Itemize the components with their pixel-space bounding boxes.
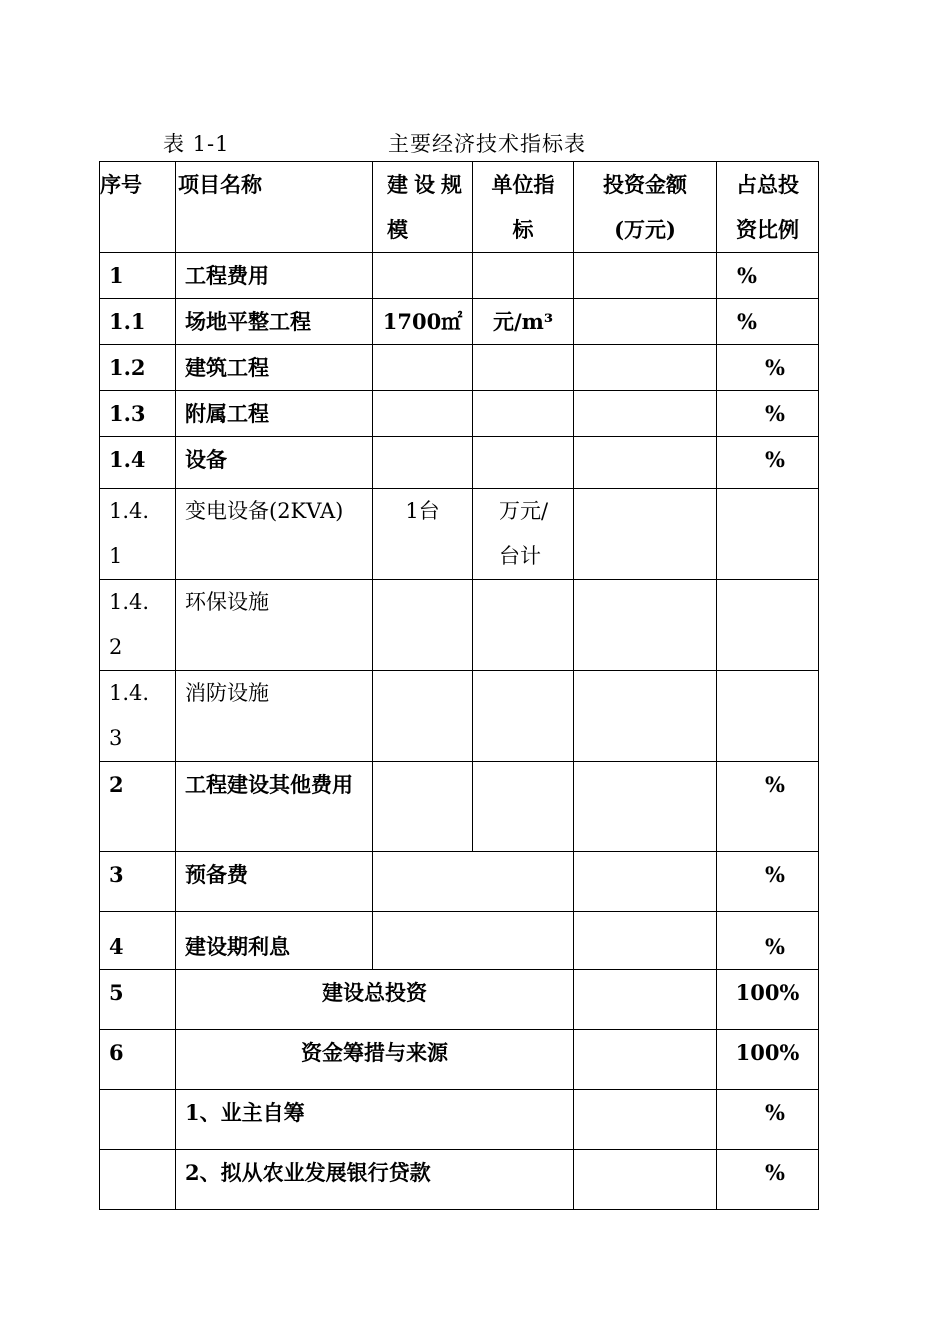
row-amount [574,580,717,671]
table-row [100,671,819,762]
header-unit: 单位指标 [473,162,574,253]
row-seq: 6 [100,1030,176,1090]
header-amount: 投资金额(万元) [574,162,717,253]
table-row [100,489,819,580]
table-header-row [100,162,819,253]
row-scale: 1700㎡ [373,299,473,345]
row-amount [574,489,717,580]
table-row [100,391,819,437]
indicator-table [99,161,819,1210]
row-seq: 2 [100,762,176,852]
row-seq: 1.4.3 [100,671,176,762]
header-scale: 建设规模 [373,162,473,253]
row-seq: 1 [100,253,176,299]
row-name: 资金筹措与来源 [176,1030,574,1090]
row-name: 建筑工程 [176,345,373,391]
row-name: 消防设施 [176,671,373,762]
row-unit [473,580,574,671]
row-name: 2、拟从农业发展银行贷款 [176,1150,574,1210]
row-amount [574,345,717,391]
row-scale [373,912,574,970]
row-ratio: % [717,253,819,299]
table-row [100,580,819,671]
table-row [100,970,819,1030]
row-name: 附属工程 [176,391,373,437]
row-scale [373,253,473,299]
row-ratio: % [717,299,819,345]
row-seq: 3 [100,852,176,912]
row-scale: 1台 [373,489,473,580]
row-amount [574,1090,717,1150]
row-amount [574,852,717,912]
row-unit [473,437,574,489]
row-scale [373,391,473,437]
row-ratio: 100% [717,1030,819,1090]
row-unit [473,671,574,762]
row-unit: 万元/台计 [473,489,574,580]
row-amount [574,299,717,345]
row-scale [373,437,473,489]
header-ratio: 占总投资比例 [717,162,819,253]
table-row [100,1150,819,1210]
row-name: 建设总投资 [176,970,574,1030]
row-name: 工程费用 [176,253,373,299]
row-ratio: % [717,1150,819,1210]
row-ratio: % [717,762,819,852]
table-row [100,345,819,391]
table-row [100,1090,819,1150]
table-row [100,437,819,489]
row-unit [473,762,574,852]
row-seq: 1.4 [100,437,176,489]
row-amount [574,970,717,1030]
header-name: 项目名称 [176,162,373,253]
header-seq: 序号 [100,162,176,253]
row-ratio: % [717,1090,819,1150]
row-ratio [717,671,819,762]
row-name: 1、业主自筹 [176,1090,574,1150]
table-number: 表 1-1 [163,132,230,156]
row-name: 设备 [176,437,373,489]
row-seq [100,1090,176,1150]
row-amount [574,1150,717,1210]
table-row [100,852,819,912]
row-ratio: % [717,912,819,970]
row-seq: 1.4.1 [100,489,176,580]
row-ratio [717,489,819,580]
row-amount [574,437,717,489]
table-row [100,762,819,852]
row-name: 变电设备(2KVA) [176,489,373,580]
table-row [100,299,819,345]
row-unit: 元/m³ [473,299,574,345]
row-ratio: % [717,437,819,489]
row-name: 预备费 [176,852,373,912]
row-ratio: % [717,852,819,912]
row-scale [373,762,473,852]
row-ratio: % [717,345,819,391]
row-seq: 1.4.2 [100,580,176,671]
row-ratio [717,580,819,671]
row-scale [373,345,473,391]
row-ratio: % [717,391,819,437]
row-amount [574,1030,717,1090]
row-unit [473,345,574,391]
row-amount [574,391,717,437]
table-row [100,912,819,970]
row-seq: 5 [100,970,176,1030]
row-amount [574,762,717,852]
row-amount [574,253,717,299]
row-scale [373,852,574,912]
row-seq: 1.2 [100,345,176,391]
row-unit [473,391,574,437]
row-scale [373,671,473,762]
row-name: 工程建设其他费用 [176,762,373,852]
table-row [100,1030,819,1090]
table-row [100,253,819,299]
row-scale [373,580,473,671]
row-name: 建设期利息 [176,912,373,970]
row-name: 场地平整工程 [176,299,373,345]
row-ratio: 100% [717,970,819,1030]
row-seq: 1.1 [100,299,176,345]
row-seq [100,1150,176,1210]
row-name: 环保设施 [176,580,373,671]
row-seq: 4 [100,912,176,970]
row-amount [574,912,717,970]
row-amount [574,671,717,762]
row-unit [473,253,574,299]
table-title: 主要经济技术指标表 [388,132,586,156]
row-seq: 1.3 [100,391,176,437]
